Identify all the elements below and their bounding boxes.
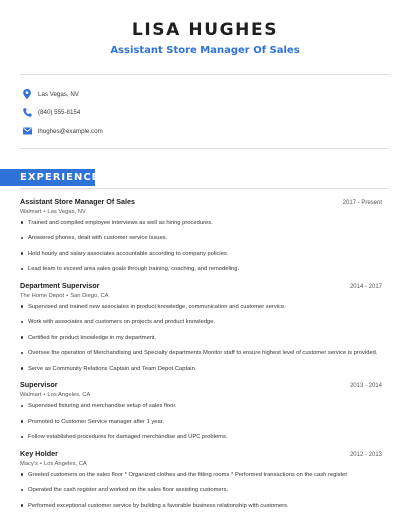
job-company-line [20,293,382,299]
job-bullet: Answered phones, dealt with customer service issues. [20,234,382,242]
job-header [20,197,382,206]
job-bullet: Hold hourly and salary associates accountable according to company policies. [20,250,382,258]
experience-heading: EXPERIENCE [0,169,95,186]
job-company-line [20,461,382,467]
location-text: Las Vegas, NV [38,90,79,98]
job-header [20,449,382,458]
job-bullet: Performed exceptional customer service by building a favorable business relationship with customers. [20,502,382,510]
job-dates: 2017 - Present [342,199,382,206]
location-pin-icon [22,89,32,99]
job-location: Los Angeles, CA [47,392,91,398]
job-entry [20,281,382,373]
job-dates: 2013 - 2014 [349,383,382,389]
experience-list [0,189,410,510]
job-header [20,281,382,290]
candidate-name: LISA HUGHES [131,20,279,40]
contact-list [0,75,410,141]
job-dates: 2014 - 2017 [349,283,382,290]
contact-divider [20,148,390,149]
job-location: San Diego, CA [70,292,109,299]
candidate-title: Assistant Store Manager Of Sales [110,45,300,56]
job-bullets [20,471,382,510]
job-company: Walmart [20,392,42,398]
job-company: The Home Depot [20,292,65,299]
job-company: Walmart [20,208,42,215]
job-bullet: Greeted customers on the sales floor * Organized clothes and the fitting rooms * Performed transactions on the cash register [20,471,382,479]
contact-phone [22,104,410,123]
job-title: Assistant Store Manager Of Sales [20,196,136,206]
job-bullets [20,219,382,274]
separator-dot-icon: • [66,292,69,299]
separator-dot-icon: • [43,208,46,215]
job-bullet: Work with associates and customers on projects and product knowledge. [20,318,382,326]
job-title: Key Holder [20,448,58,458]
job-company-line [20,392,382,398]
job-bullets [20,402,382,441]
job-bullet: Lead team to exceed area sales goals through training, coaching, and remodeling. [20,265,382,273]
job-bullet: Oversee the operation of Merchandising and Specialty departments Monitor staff to ensure highest level of customer service is provided. [20,349,382,357]
job-bullet: Follow established procedures for damaged merchandise and UPC problems. [20,433,382,441]
job-company-line [20,209,382,215]
contact-location [22,85,410,104]
job-bullet: Certified for product knowledge in my department. [20,334,382,342]
job-entry [20,380,382,441]
job-bullet: Supervised and trained new associates in product knowledge, communication and customer service. [20,303,382,311]
job-bullets [20,303,382,373]
email-icon [22,126,32,136]
job-header [20,380,382,389]
contact-email [22,122,410,141]
job-entry [20,197,382,274]
job-bullet: Trained and compiled employee interviews as well as hiring procedures. [20,219,382,227]
job-bullet: Promoted to Customer Service manager after 1 year. [20,418,382,426]
job-location: Las Vegas, NV [47,208,86,215]
job-title: Department Supervisor [20,280,100,290]
job-dates: 2012 - 2013 [349,451,382,458]
separator-dot-icon: • [43,392,46,398]
job-bullet: Operated the cash register and worked on the sales floor assisting customers. [20,486,382,494]
job-entry [20,449,382,510]
separator-dot-icon: • [39,460,42,467]
email-text: lhughes@example.com [38,127,103,135]
job-title: Supervisor [20,380,58,389]
job-bullet: Supervised fixturing and merchandise setup of sales floor. [20,402,382,410]
job-company: Macy's [20,460,38,467]
job-bullet: Serve as Community Relations Captain and Team Depot Captain. [20,365,382,373]
job-location: Los Angeles, CA [43,460,87,467]
phone-icon [22,108,32,118]
resume-header [0,0,410,57]
phone-text: (840) 555-8154 [38,109,81,117]
